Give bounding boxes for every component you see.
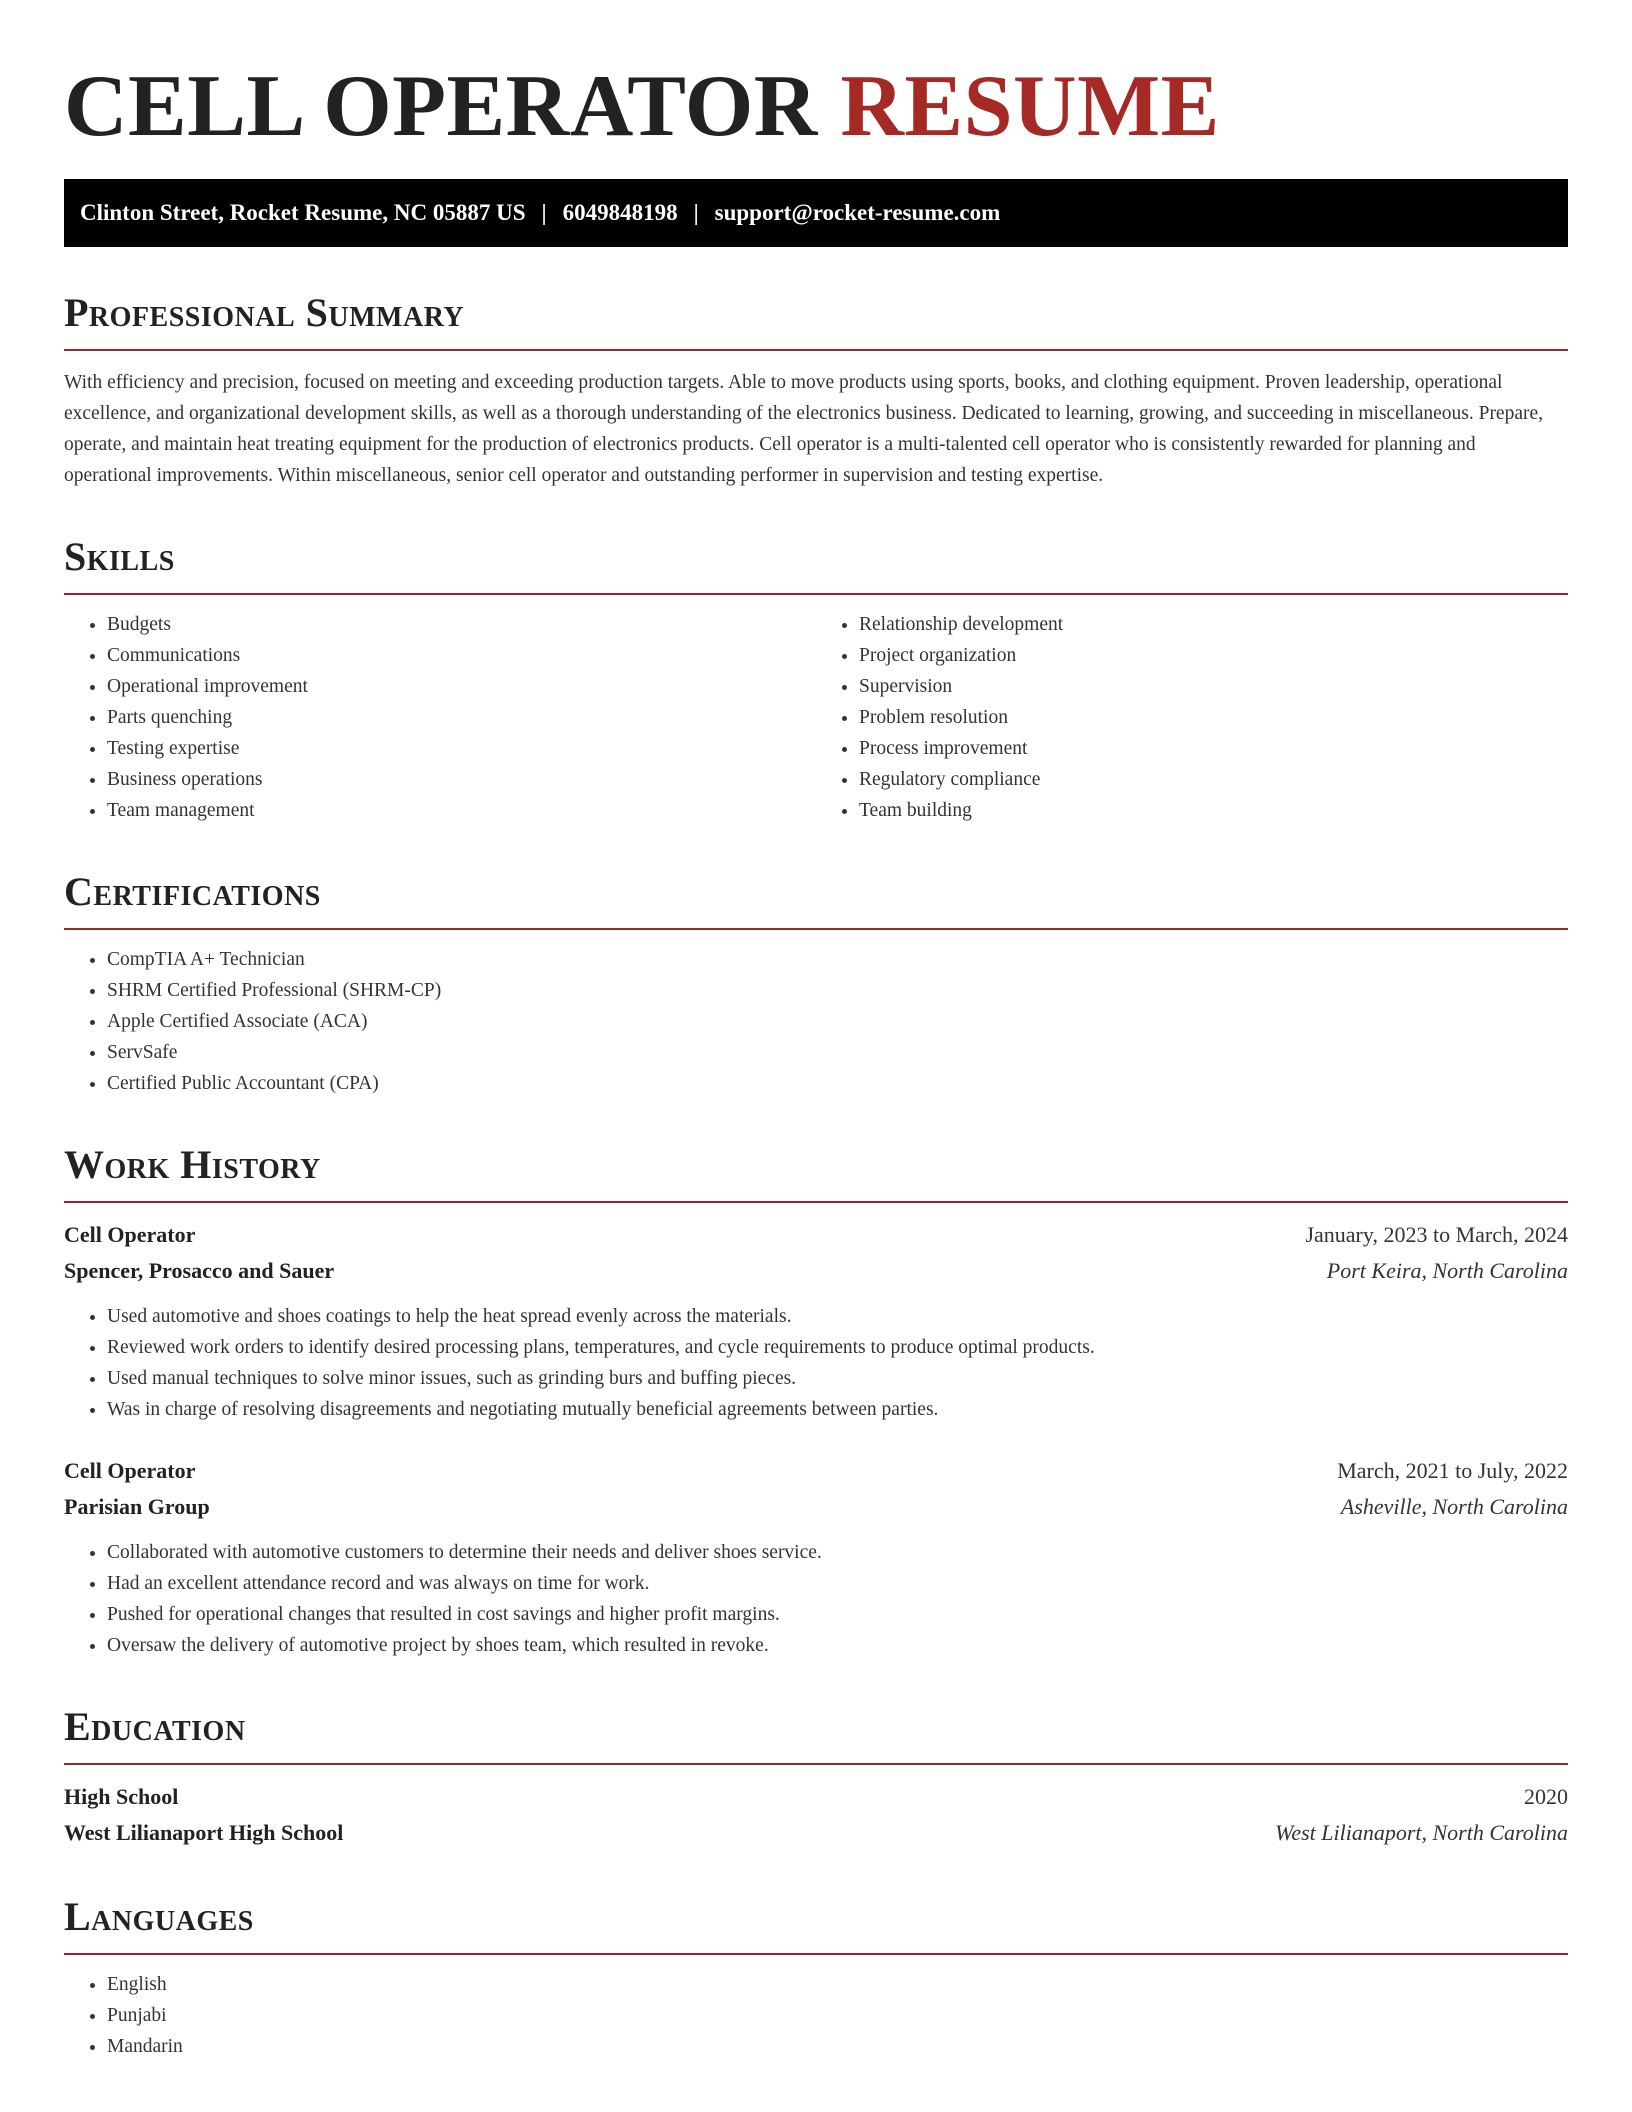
skill-item: • Project organization <box>859 640 1568 671</box>
job-company-row <box>64 1489 1568 1525</box>
section-heading: Work History <box>64 1143 1568 1203</box>
skill-item: • Budgets <box>107 609 816 640</box>
certification-item: • ServSafe <box>107 1037 1568 1068</box>
education-year: 2020 <box>1524 1784 1568 1810</box>
skill-item: • Team building <box>859 795 1568 826</box>
job-title: Cell Operator <box>64 1222 196 1248</box>
job-bullet: • Used automotive and shoes coatings to help the heat spread evenly across the materials. <box>107 1301 1568 1332</box>
job-bullet: • Had an excellent attendance record and was always on time for work. <box>107 1568 1568 1599</box>
certification-item: • Apple Certified Associate (ACA) <box>107 1006 1568 1037</box>
section-heading: Certifications <box>64 870 1568 930</box>
title-accent: RESUME <box>840 58 1220 155</box>
language-item: • English <box>107 1969 1568 2000</box>
skills-list-left <box>64 609 816 826</box>
education-school: West Lilianaport High School <box>64 1820 344 1846</box>
education-entry <box>64 1779 1568 1851</box>
contact-bar <box>64 179 1568 247</box>
job-bullet: • Was in charge of resolving disagreements and negotiating mutually beneficial agreements between parties. <box>107 1394 1568 1425</box>
job-header-row <box>64 1217 1568 1253</box>
work-history-section <box>64 1143 1568 1661</box>
section-heading: Professional Summary <box>64 291 1568 351</box>
section-heading: Skills <box>64 535 1568 595</box>
skill-item: • Regulatory compliance <box>859 764 1568 795</box>
job-bullets <box>64 1301 1568 1425</box>
contact-phone[interactable]: 6049848198 <box>562 200 678 226</box>
skill-item: • Relationship development <box>859 609 1568 640</box>
skill-item: • Process improvement <box>859 733 1568 764</box>
language-item: • Mandarin <box>107 2031 1568 2062</box>
skill-item: • Business operations <box>107 764 816 795</box>
job-bullet: • Pushed for operational changes that resulted in cost savings and higher profit margins. <box>107 1599 1568 1630</box>
job-bullets <box>64 1537 1568 1661</box>
job-location: Port Keira, North Carolina <box>1326 1258 1568 1284</box>
job-bullet: • Reviewed work orders to identify desired processing plans, temperatures, and cycle requirements to produce optimal products. <box>107 1332 1568 1363</box>
education-degree: High School <box>64 1784 179 1810</box>
contact-separator: | <box>693 200 699 226</box>
certifications-list <box>64 944 1568 1099</box>
job-header-row <box>64 1453 1568 1489</box>
job-bullet: • Collaborated with automotive customers to determine their needs and deliver shoes service. <box>107 1537 1568 1568</box>
job-dates: January, 2023 to March, 2024 <box>1305 1222 1568 1248</box>
job-location: Asheville, North Carolina <box>1340 1494 1568 1520</box>
section-heading: Languages <box>64 1895 1568 1955</box>
professional-summary-section <box>64 291 1568 491</box>
certifications-section <box>64 870 1568 1099</box>
language-item: • Punjabi <box>107 2000 1568 2031</box>
skills-list-right <box>816 609 1568 826</box>
skill-item: • Problem resolution <box>859 702 1568 733</box>
education-location: West Lilianaport, North Carolina <box>1275 1820 1568 1846</box>
title-main: CELL OPERATOR <box>64 58 818 155</box>
certification-item: • SHRM Certified Professional (SHRM-CP) <box>107 975 1568 1006</box>
certification-item: • Certified Public Accountant (CPA) <box>107 1068 1568 1099</box>
education-school-row <box>64 1815 1568 1851</box>
job-company: Spencer, Prosacco and Sauer <box>64 1258 335 1284</box>
job-company: Parisian Group <box>64 1494 210 1520</box>
skill-item: • Supervision <box>859 671 1568 702</box>
skill-item: • Operational improvement <box>107 671 816 702</box>
education-header-row <box>64 1779 1568 1815</box>
education-section <box>64 1705 1568 1851</box>
contact-separator: | <box>541 200 547 226</box>
job-bullet: • Used manual techniques to solve minor issues, such as grinding burs and buffing pieces. <box>107 1363 1568 1394</box>
job-title: Cell Operator <box>64 1458 196 1484</box>
resume-title <box>64 0 1568 157</box>
job-dates: March, 2021 to July, 2022 <box>1337 1458 1568 1484</box>
job-bullet: • Oversaw the delivery of automotive project by shoes team, which resulted in revoke. <box>107 1630 1568 1661</box>
skill-item: • Team management <box>107 795 816 826</box>
contact-address: Clinton Street, Rocket Resume, NC 05887 US <box>80 200 526 226</box>
skills-columns <box>64 595 1568 826</box>
certification-item: • CompTIA A+ Technician <box>107 944 1568 975</box>
section-heading: Education <box>64 1705 1568 1765</box>
languages-section <box>64 1895 1568 2062</box>
job-entry <box>64 1453 1568 1661</box>
languages-list <box>64 1969 1568 2062</box>
skill-item: • Testing expertise <box>107 733 816 764</box>
job-entry <box>64 1217 1568 1425</box>
job-company-row <box>64 1253 1568 1289</box>
skill-item: • Communications <box>107 640 816 671</box>
skill-item: • Parts quenching <box>107 702 816 733</box>
summary-text: With efficiency and precision, focused on meeting and exceeding production targets. Able to move products using sports, books, and clothing equipment. Proven leadership, operational excellence, and organizational development skills, as well as a thorough understanding of the electronics business. Dedicated to learning, growing, and succeeding in miscellaneous. Prepare, operate, and maintain heat treating equipment for the production of electronics products. Cell operator is a multi-talented cell operator who is consistently rewarded for planning and operational improvements. Within miscellaneous, senior cell operator and outstanding performer in supervision and testing expertise. <box>64 372 1544 487</box>
skills-section <box>64 535 1568 826</box>
contact-email[interactable]: support@rocket-resume.com <box>714 200 1001 226</box>
